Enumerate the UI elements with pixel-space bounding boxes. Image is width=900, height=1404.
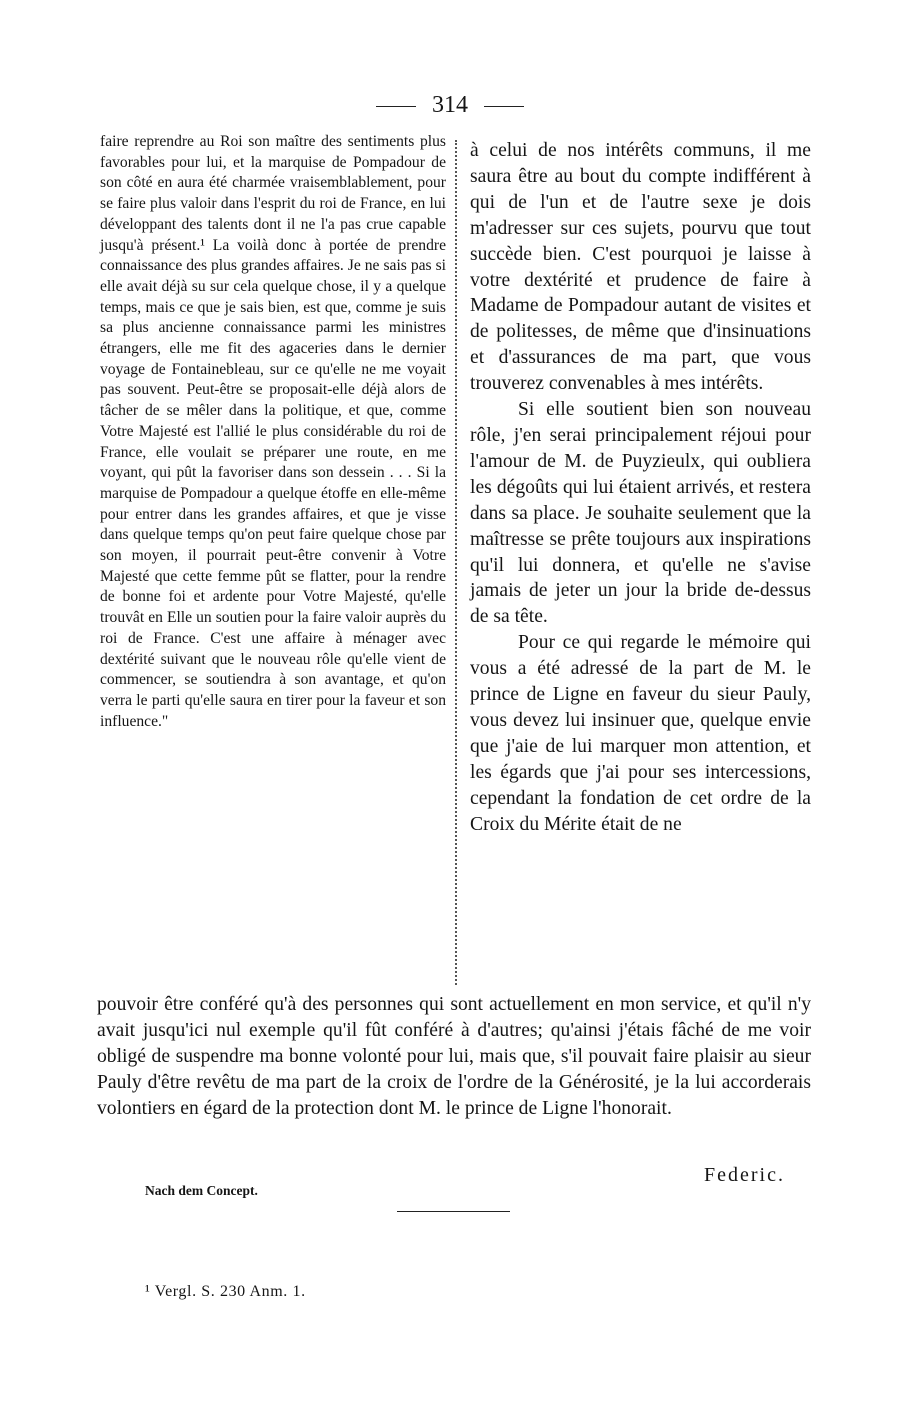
left-column-quotation [100, 132, 446, 732]
page-number-text: 314 [432, 92, 468, 118]
letter-paragraph-2: Si elle soutient bien son nouveau rôle, j'en serai principalement réjoui pour l'amour de M. de Puyzieulx, qui oubliera les dégoûts qui lui étaient arrivés, et restera dans sa place. Je souhaite seulement que la maîtresse se prête toujours aux inspirations qu'il lui donnera, et qu'elle ne s'avise jamais de jeter un jour la bride de-dessus de sa tête. [470, 399, 811, 628]
source-note: Nach dem Concept. [145, 1183, 258, 1198]
right-column-letter [470, 138, 811, 837]
section-rule [397, 1211, 510, 1212]
letter-paragraph-3: Pour ce qui regarde le mémoire qui vous a été adressé de la part de M. le prince de Ligne en faveur du sieur Pauly, vous devez lui insinuer que, quelque envie que j'aie de lui marquer mon attention, et les égards que j'ai pour ses intercessions, cependant la fondation de cet ordre de la Croix du Mérite était de ne [470, 632, 811, 835]
letter-paragraph-1: à celui de nos intérêts communs, il me saura être au bout du compte indifférent à qui de l'un et de l'autre sexe je dois m'adresser sur ces sujets, pourvu que tout succède bien. C'est pourquoi je laisse à votre dextérité et prudence de faire à Madame de Pompadour autant de visites et de politesses, de même que d'insinuations et d'assurances de ma part, que vous trouverez convenables à mes intérêts. [470, 140, 811, 395]
footnote: ¹ Vergl. S. 230 Anm. 1. [145, 1283, 306, 1300]
page-number [0, 92, 900, 119]
signature: Federic. [704, 1164, 785, 1186]
letter-continuation: pouvoir être conféré qu'à des personnes qui sont actuellement en mon service, et qu'il n'y avait jusqu'ici nul exemple qu'il fût conféré à d'autres; qu'ainsi j'étais fâché de me voir obligé de suspendre ma bonne volonté pour lui, mais que, s'il pouvait faire plaisir au sieur Pauly d'être revêtu de ma part de la croix de l'ordre de la Générosité, je la lui accorderais volontiers en égard de la protection dont M. le prince de Ligne l'honorait. [97, 994, 811, 1119]
page-number-right-dash [484, 106, 524, 107]
column-divider [455, 140, 457, 985]
page-number-left-dash [376, 106, 416, 107]
quotation-paragraph: faire reprendre au Roi son maître des sentiments plus favorables pour lui, et la marquise de Pompadour de son côté en aura été charmée vraisemblablement, pour se faire plus valoir dans l'esprit du roi de France, en lui développant des talents dont il ne l'a pas crue capable jusqu'à présent.¹ La voilà donc à portée de prendre connaissance des plus grandes affaires. Je ne sais pas si elle avait déjà su sur cela quelque chose, il y a quelque temps, mais ce que je sais bien, est que, comme je suis sa plus ancienne connaissance parmi les ministres étrangers, elle me fit des agaceries dans le dernier voyage de Fontainebleau, sur ce qu'elle ne me voyait pas souvent. Peut-être se proposait-elle déjà alors de tâcher de se mêler dans la politique, et que, comme Votre Majesté est l'allié le plus considérable du roi de France, elle voulait se préparer une route, en me voyant, qui pût la favoriser dans son dessein . . . Si la marquise de Pompadour a quelque étoffe en elle-même pour entrer dans les grandes affaires, et que je visse dans quelque temps qu'on peut faire quelque chose par son moyen, il pourrait peut-être convenir à Votre Majesté que cette femme pût se flatter, pour la rendre de bonne foi et ardente pour Votre Majesté, qu'elle trouvât en Elle un soutien pour la faire valoir auprès du roi de France. C'est une affaire à ménager avec dextérité suivant que le nouveau rôle qu'elle vient de commencer, se soutiendra à son avantage, et qu'on verra le parti qu'elle saura en tirer pour la faveur et son influence." [100, 133, 446, 730]
